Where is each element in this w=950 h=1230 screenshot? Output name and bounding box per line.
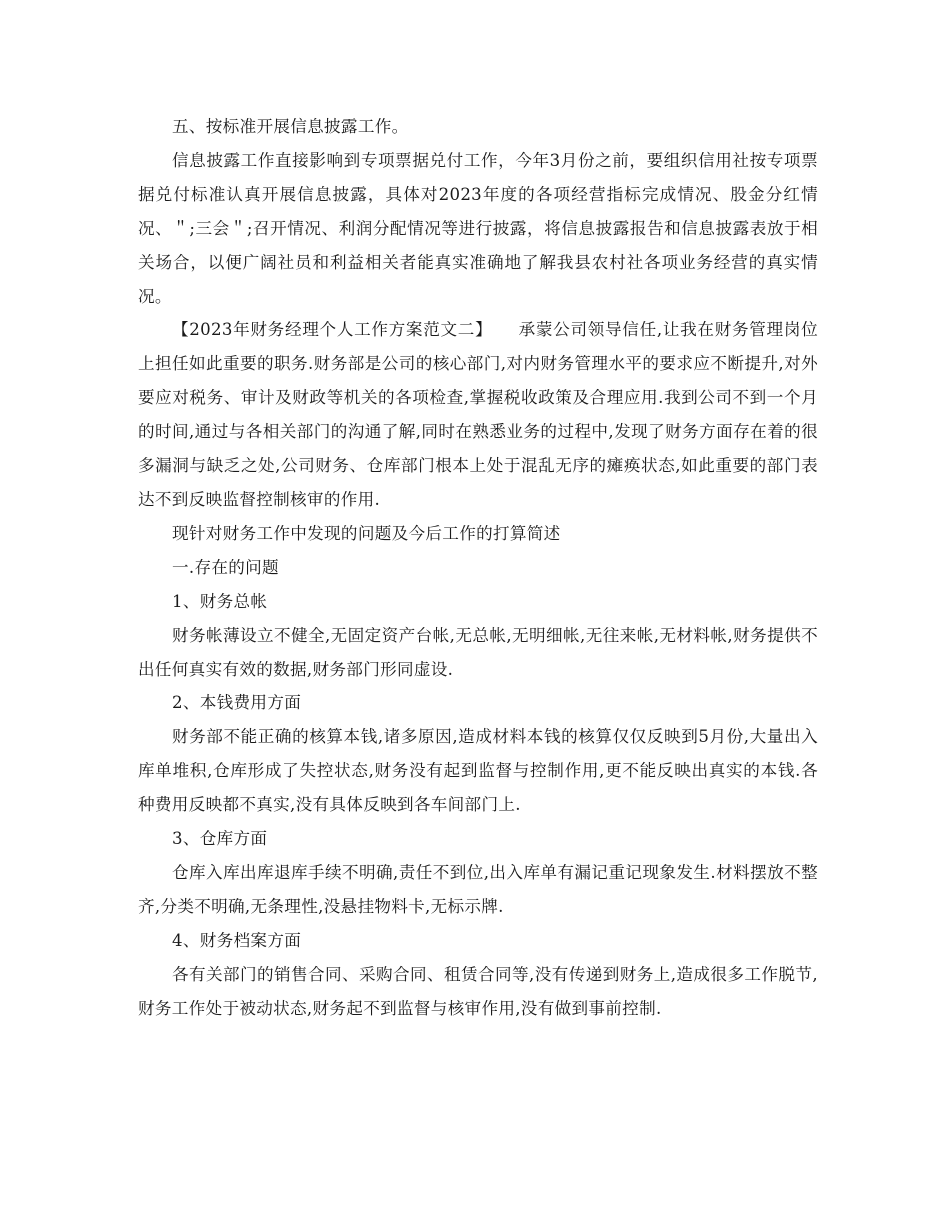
section-heading-problems: 一.存在的问题 xyxy=(172,557,279,577)
subheading-archives: 4、财务档案方面 xyxy=(172,930,302,950)
paragraph-info-disclosure: 信息披露工作直接影响到专项票据兑付工作，今年3月份之前，要组织信用社按专项票据兑付标准认真开展信息披露，具体对2023年度的各项经营指标完成情况、股金分红情况、＂;三会＂;召开情况、利润分配情况等进行披露，将信息披露报告和信息披露表放于相关场合，以便广阔社员和利益相关者能真实准确地了解我县农村社各项业务经营的真实情况。 xyxy=(138,150,818,306)
section-heading-info-disclosure: 五、按标准开展信息披露工作。 xyxy=(172,117,409,136)
paragraph-cost: 财务部不能正确的核算本钱,诸多原因,造成材料本钱的核算仅仅反映到5月份,大量出入库单堆积,仓库形成了失控状态,财务没有起到监督与控制作用,更不能反映出真实的本钱.各种费用反映都不真实,没有具体反映到各车间部门上. xyxy=(138,727,818,815)
paragraph-plan-intro: 【2023年财务经理个人工作方案范文二】 承蒙公司领导信任,让我在财务管理岗位上担任如此重要的职务.财务部是公司的核心部门,对内财务管理水平的要求应不断提升,对外要应对税务、审计及财政等机关的各项检查,掌握税收政策及合理应用.我到公司不到一个月的时间,通过与各相关部门的沟通了解,同时在熟悉业务的过程中,发现了财务方面存在着的很多漏洞与缺乏之处,公司财务、仓库部门根本上处于混乱无序的瘫痪状态,如此重要的部门表达不到反映监督控制核审的作用. xyxy=(138,320,818,509)
subheading-warehouse: 3、仓库方面 xyxy=(172,829,268,849)
document-body xyxy=(138,110,818,1025)
paragraph-archives: 各有关部门的销售合同、采购合同、租赁合同等,没有传递到财务上,造成很多工作脱节,财务工作处于被动状态,财务起不到监督与核审作用,没有做到事前控制. xyxy=(138,964,818,1018)
paragraph-ledger: 财务帐薄设立不健全,无固定资产台帐,无总帐,无明细帐,无往来帐,无材料帐,财务提供不出任何真实有效的数据,财务部门形同虚设. xyxy=(138,625,818,679)
paragraph-warehouse: 仓库入库出库退库手续不明确,责任不到位,出入库单有漏记重记现象发生.材料摆放不整齐,分类不明确,无条理性,没悬挂物料卡,无标示牌. xyxy=(138,862,818,916)
subheading-ledger: 1、财务总帐 xyxy=(172,591,268,611)
paragraph-summary: 现针对财务工作中发现的问题及今后工作的打算简述 xyxy=(172,523,561,543)
subheading-cost: 2、本钱费用方面 xyxy=(172,693,302,713)
